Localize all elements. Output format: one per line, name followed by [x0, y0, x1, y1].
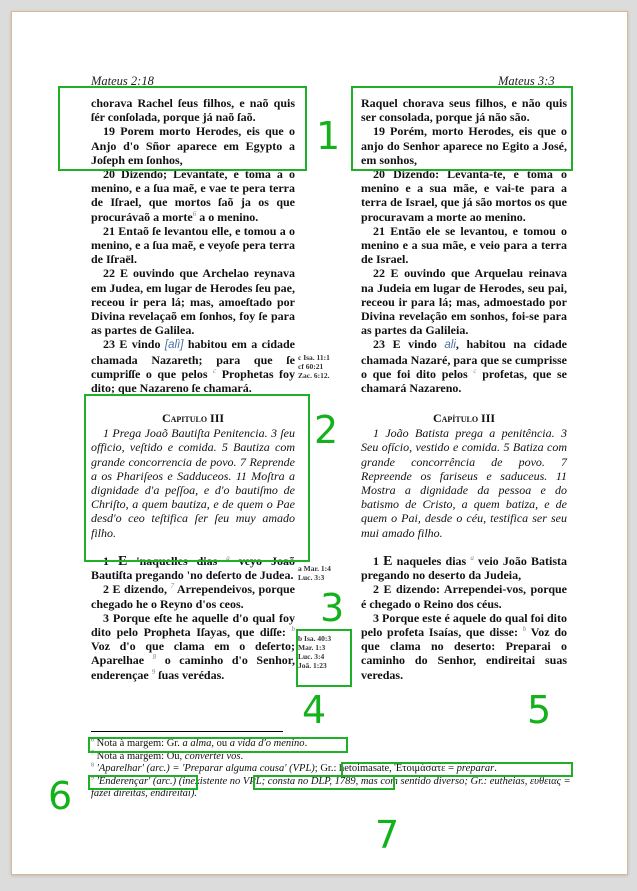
- cross-ref-marker-c-modern[interactable]: c: [473, 366, 477, 375]
- chapter-3-verse-1-modern: 1 E naqueles dias $^a$ veio João Batista pregando no deserto da Judeia,: [361, 553, 568, 583]
- verse-23: 23 E vindo [alì] habitou em a cidade chamada Nazareth; para que ſe cumpriſſe o que pelos $^c$ Prophetas foy dito; que Nazareno ſe chamará.: [91, 337, 296, 396]
- annotation-label-7: 7: [375, 813, 400, 857]
- chapter-title-modern: Capítulo III: [432, 411, 496, 426]
- right-column: [361, 96, 567, 682]
- footnote-marker-9[interactable]: 9: [151, 667, 156, 676]
- verse-20: 20 Dizendo; Levantate, e toma a o menino, e a ſua maẽ, e vae te pera terra de Iſrael, que mortos ſaõ ja os que procurávaõ a morte$^6$ a o menino.: [91, 167, 295, 224]
- margin-ref-b: b Isa. 40:3 Mar. 1:3 Luc. 3:4 Joã. 1:23: [298, 634, 332, 670]
- cross-ref-marker-a-modern[interactable]: a: [470, 553, 474, 562]
- footnote-8: $^8$ 'Aparelhar' (arc.) = 'Preparar alguma cousa' (VPL); Gr.: hetoimasate, Ἑτοιμάσατε = preparar.: [91, 762, 497, 775]
- left-column: [91, 96, 295, 682]
- footnote-marker-7[interactable]: 7: [170, 582, 175, 591]
- margin-ref-c: c Isa. 11:1 cf 60:21 Zac. 6:12.: [298, 353, 330, 380]
- annotation-label-5: 5: [527, 688, 552, 732]
- chapter-3-verse-1: 1 E 'naquelles dias $^a$ veyo Joaõ Bautiſta pregando 'no deſerto de Judea.: [91, 553, 295, 583]
- footnote-9: $^9$ 'Enderençar' (arc.) (inexistente no VPL; consta no DLP, 1789, mas com sentido diverso; Gr.: eutheias, ευθειας = fazei direitas, endireitai).: [91, 775, 571, 800]
- left-column-verses: [91, 96, 295, 395]
- left-running-head: Mateus 2:18: [91, 74, 154, 88]
- right-chapter-header: [361, 411, 567, 540]
- cross-ref-marker-b[interactable]: b: [291, 624, 295, 633]
- bracketed-word: [alì]: [164, 339, 184, 352]
- verse-18-cont: chorava Rachel ſeus filhos, e naõ quis ſér conſolada, porque já naõ ſaõ.: [91, 96, 295, 125]
- cross-ref-marker-b-modern[interactable]: b: [522, 624, 527, 633]
- verse-22: 22 E ouvindo que Archelao reynava em Judea, em lugar de Herodes ſeu pae, receou ir pera lá; mas, amoeſtado por Divina revelaçaõ em ſonhos, foy ſe para as partes de Galilea.: [91, 266, 295, 338]
- footnote-separator: [91, 731, 283, 732]
- right-running-head: Mateus 3:3: [498, 74, 555, 88]
- verse-21: 21 Entaõ ſe levantou elle, e tomou a o menino, e a ſua maẽ, e veyoſe pera terra de Iſraël.: [91, 223, 295, 267]
- annotation-label-4: 4: [302, 688, 327, 732]
- right-column-verses: [361, 96, 567, 395]
- footnote-marker-8[interactable]: 8: [152, 653, 157, 662]
- annotation-label-6: 6: [48, 774, 73, 818]
- annotation-label-1: 1: [316, 114, 341, 158]
- footnote-6: $^6$ Nota à margem: Gr. a alma, ou a vida d'o menino.: [91, 737, 308, 749]
- annotation-label-3: 3: [320, 586, 345, 630]
- chapter-title: Capitulo III: [161, 411, 225, 426]
- verse-18-cont-modern: Raquel chorava seus filhos, e não quis ser consolada, porque já não são.: [361, 96, 567, 125]
- chapter-3-verse-2-modern: 2 E dizendo: Arrependei-vos, porque é chegado o Reino dos céus.: [361, 582, 567, 611]
- verse-23-modern: 23 E vindo ali, habitou na cidade chamada Nazaré, para que se cumprisse o que foi dito pelos $^c$ profetas, que se chamará Nazareno.: [361, 337, 568, 396]
- footnote-7: $^7$ Nota à margem: Ou, convertei vos.: [91, 750, 244, 762]
- chapter-summary-modern: 1 João Batista prega a penitência. 3 Seu ofício, vestido e comida. 5 Batiza com grande concorrência de povo. 7 Repreende os fariseus e saduceus. 11 Mostra a dignidade da pessoa e do batismo de Cristo, a quem batiza, e de quem o Pai, desde o céu, testifica ser seu mui amado filho.: [361, 426, 567, 540]
- annotation-label-2: 2: [314, 408, 339, 452]
- emphasized-word: ali: [444, 339, 456, 352]
- chapter-3-verse-2: 2 E dizendo, $^7$ Arrependeivos, porque chegado he o Reyno d'os ceos.: [91, 582, 295, 611]
- left-chapter-3-verses: [91, 554, 295, 682]
- footnote-marker-6[interactable]: 6: [192, 209, 197, 218]
- cross-ref-marker-c[interactable]: c: [213, 366, 217, 375]
- drop-letter: E: [117, 553, 128, 569]
- margin-ref-a: a Mar. 1:4 Luc. 3:3: [298, 564, 331, 582]
- drop-letter-modern: E: [383, 553, 393, 569]
- verse-22-modern: 22 E ouvindo que Arquelau reinava na Judeia em lugar de Herodes, seu pai, receou ir para lá; mas, admoestado por Divina revelação em sonhos, foi-se para as partes da Galileia.: [361, 266, 567, 338]
- right-chapter-3-verses: [361, 554, 567, 682]
- cross-ref-marker-a[interactable]: a: [226, 553, 230, 562]
- verse-21-modern: 21 Então ele se levantou, e tomou o menino e a sua mãe, e veio para a terra de Israel.: [361, 223, 567, 267]
- verse-19: 19 Porem morto Herodes, eis que o Anjo d'o Sñor aparece em Egypto a Joſeph em ſonhos,: [91, 124, 295, 167]
- left-chapter-header: [91, 411, 295, 540]
- footnotes: [91, 738, 573, 801]
- verse-20-modern: 20 Dizendo: Levanta-te, e toma o menino e a sua mãe, e vai-te para a terra de Israel, que já são mortos os que procuravam a morte ao menino.: [361, 167, 567, 224]
- chapter-3-verse-3: 3 Porque eſte he aquelle d'o qual foy dito pelo Propheta Iſayas, que diſſe: $^b$ Voz d'o que clama em o deſerto; Aparelhae $^8$ o caminho d'o Senhor, enderençae $^9$ ſuas verédas.: [91, 610, 295, 682]
- chapter-3-verse-3-modern: 3 Porque este é aquele do qual foi dito pelo profeta Isaías, que disse: $^b$ Voz do que clama no deserto: Preparai o caminho do Senhor, endireitai suas veredas.: [361, 610, 567, 682]
- verse-19-modern: 19 Porém, morto Herodes, eis que o anjo do Senhor aparece no Egito a José, em sonhos,: [361, 124, 567, 167]
- chapter-summary: 1 Prega Joaõ Bautiſta Penitencia. 3 ſeu officio, veſtido e comida. 5 Bautiza com grande concorrencia de povo. 7 Reprende a os Phariſeos e Sadduceos. 11 Moſtra a dignidade d'a peſſoa, e d'o bautiſmo de Chriſto, a quem bautiza, e de quem o Pae desd'o ceo teſtifica ſer ſeu muy amado filho.: [91, 426, 295, 540]
